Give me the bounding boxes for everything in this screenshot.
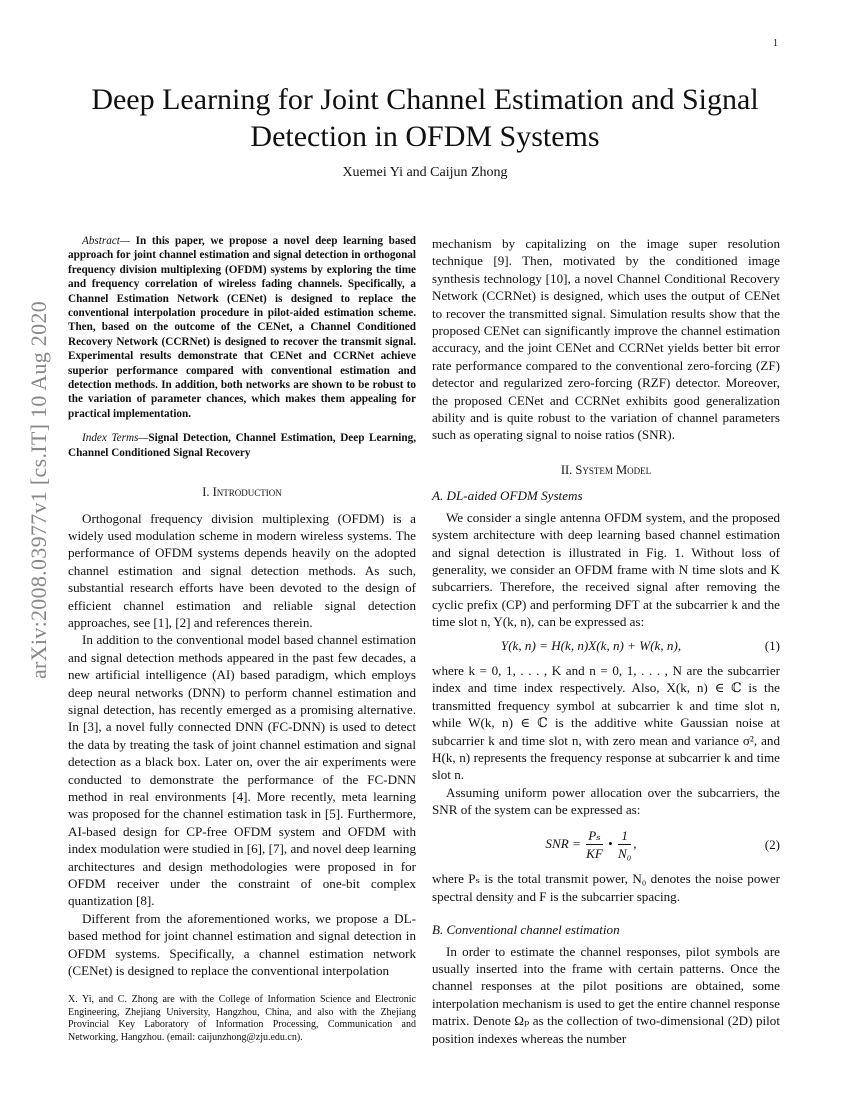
equation-2-number: (2) [764, 836, 780, 852]
index-terms: Index Terms—Signal Detection, Channel Estimation, Deep Learning, Channel Conditioned Signal Recovery [68, 432, 416, 459]
system-paragraph-4: where Pₛ is the total transmit power, N₀ denotes the noise power spectral density and F is the subcarrier spacing. [432, 871, 780, 904]
footnote: X. Yi, and C. Zhong are with the College of Information Science and Electronic Engineering, Zhejiang University, Hangzhou, China, and also with the Zhejiang Provincial Key Laboratory of Information Processing, Communication and Networking, Hangzhou. (email: caijunzhong@zju.edu.cn). [68, 994, 416, 1043]
paper-title: Deep Learning for Joint Channel Estimation and Signal Detection in OFDM Systems [91, 83, 759, 153]
intro-paragraph-2: In addition to the conventional model based channel estimation and signal detection methods appeared in the past few decades, a new artificial intelligence (AI) based paradigm, which employs deep neural networks (DNN) to perform channel estimation and signal detection, has recently emerged as a promising alternative. In [3], a novel fully connected DNN (FC-DNN) is used to detect the data by treating the task of joint channel estimation and signal detection as a black box. Later on, over the air experiments were conducted to demonstrate the performance of the FC-DNN method in real environments [4]. More recently, meta learning was proposed for the channel estimation task in [5]. Furthermore, AI-based design for CP-free OFDM system and OFDM with index modulation were studied in [6], [7], and novel deep learning architectures and design methodologies were proposed in for OFDM receiver under the constraint of one-bit complex quantization [8]. [68, 632, 416, 909]
equation-2-bullet: • [608, 835, 613, 851]
system-paragraph-1: We consider a single antenna OFDM system, and the proposed system architecture with deep learning based channel estimation and signal detection is illustrated in Fig. 1. Without loss of generality, we consider an OFDM frame with N time slots and K subcarriers. Therefore, the received signal after removing the cyclic prefix (CP) and performing DFT at the subcarrier k and the time slot n, Y(k, n), can be expressed as: [432, 509, 780, 630]
abstract-text: In this paper, we propose a novel deep learning based approach for joint channel estimation and signal detection in orthogonal frequency division multiplexing (OFDM) systems by exploring the time and frequency correlation of wireless fading channels. Specifically, a Channel Estimation Network (CENet) is designed to replace the conventional interpolation procedure in pilot-aided estimation scheme. Then, based on the outcome of the CENet, a Channel Conditioned Recovery Network (CCRNet) is designed to recover the transmit signal. Experimental results demonstrate that CENet and CCRNet achieve superior performance compared with conventional estimation and detection methods. In addition, both networks are shown to be robust to the variation of parameter chances, which makes them appealing for practical implementation. [68, 235, 417, 420]
equation-2-body: SNR = $\frac{\text{Pₛ}}{KF}$ • $\frac{1}{\text{N₀}}$ , [545, 827, 637, 861]
intro-paragraph-1: Orthogonal frequency division multiplexing (OFDM) is a widely used modulation scheme in modern wireless systems. The performance of OFDM systems depends heavily on the adopted channel estimation and signal detection methods. As such, substantial research efforts have been devoted to the design of efficient channel estimation and reliable signal detection approaches, see [1], [2] and references therein. [68, 510, 416, 630]
equation-1 [432, 637, 780, 654]
arxiv-identifier: arXiv:2008.03977v1 [cs.IT] 10 Aug 2020 [26, 300, 51, 680]
index-terms-label: Index Terms [82, 432, 139, 445]
system-paragraph-2: where k = 0, 1, . . . , K and n = 0, 1, . . . , N are the subcarrier index and time index respectively. Also, X(k, n) ∈ ℂ is the transmitted frequency symbol at subcarrier k and time slot n, while W(k, n) ∈ ℂ is the additive white Gaussian noise at subcarrier k and time slot n, with zero mean and variance σ², and H(k, n) represents the frequency response at subcarrier k and time slot n. [432, 662, 780, 783]
section-system-model-heading: II. System Model [560, 462, 652, 477]
arxiv-sidebar [14, 300, 64, 680]
abstract: Abstract— In this paper, we propose a novel deep learning based approach for joint channel estimation and signal detection in orthogonal frequency division multiplexing (OFDM) systems by exploring the time and frequency correlation of wireless fading channels. Specifically, a Channel Estimation Network (CENet) is designed to replace the conventional interpolation procedure in pilot-aided estimation scheme. Then, based on the outcome of the CENet, a Channel Conditioned Recovery Network (CCRNet) is designed to recover the transmit signal. Experimental results demonstrate that CENet and CCRNet achieve superior performance compared with conventional estimation and detection methods. In addition, both networks are shown to be robust to the variation of parameter chances, which makes them appealing for practical implementation. [68, 235, 417, 420]
index-terms-text: Signal Detection, Channel Estimation, Deep Learning, Channel Conditioned Signal Recovery [68, 432, 416, 459]
system-paragraph-3: Assuming uniform power allocation over the subcarriers, the SNR of the system can be expressed as: [432, 784, 780, 818]
paper-authors: Xuemei Yi and Caijun Zhong [342, 165, 508, 180]
equation-2 [432, 827, 780, 863]
intro-continued-paragraph: mechanism by capitalizing on the image super resolution technique [9]. Then, motivated by the conditioned image synthesis technology [10], a novel Channel Conditional Recovery Network (CCRNet) is designed, which uses the output of CENet to recover the transmitted signal. Simulation results show that the proposed CENet can significantly improve the channel estimation accuracy, and the joint CENet and CCRNet yields better bit error rate performance compared to the conventional zero-forcing (ZF) detector and regularized zero-forcing (RZF) detector. Moreover, the proposed CENet and CCRNet exhibits good generalization ability and is quite robust to the variation of channel parameters such as operating signal to noise ratios (SNR). [432, 236, 780, 443]
left-column [68, 234, 416, 979]
subsection-a-heading: A. DL-aided OFDM Systems [432, 488, 583, 504]
equation-2-lhs: SNR = [545, 835, 581, 851]
section-introduction-heading: I. Introduction [202, 485, 282, 500]
subsection-b-heading: B. Conventional channel estimation [432, 922, 620, 938]
right-column [432, 235, 780, 1047]
page-number: 1 [773, 38, 778, 49]
equation-1-number: (1) [764, 637, 780, 653]
abstract-label: Abstract [82, 235, 120, 247]
equation-2-fraction-2: $\frac{1}{\text{N₀}}$ [617, 827, 632, 861]
intro-paragraph-3: Different from the aforementioned works, we propose a DL-based method for joint channel estimation and signal detection in OFDM systems. Specifically, a channel estimation network (CENet) is designed to replace the conventional interpolation [68, 910, 416, 979]
equation-1-body: Y(k, n) = H(k, n)X(k, n) + W(k, n), [500, 637, 682, 653]
system-paragraph-5: In order to estimate the channel responses, pilot symbols are usually inserted into the frame with certain patterns. Once the channel responses at the pilot positions are obtained, some interpolation mechanism is used to get the entire channel response matrix. Denote Ωₚ as the collection of two-dimensional (2D) pilot position indexes whereas the number [432, 943, 780, 1046]
equation-2-fraction-1: $\frac{\text{Pₛ}}{KF}$ [586, 827, 603, 861]
